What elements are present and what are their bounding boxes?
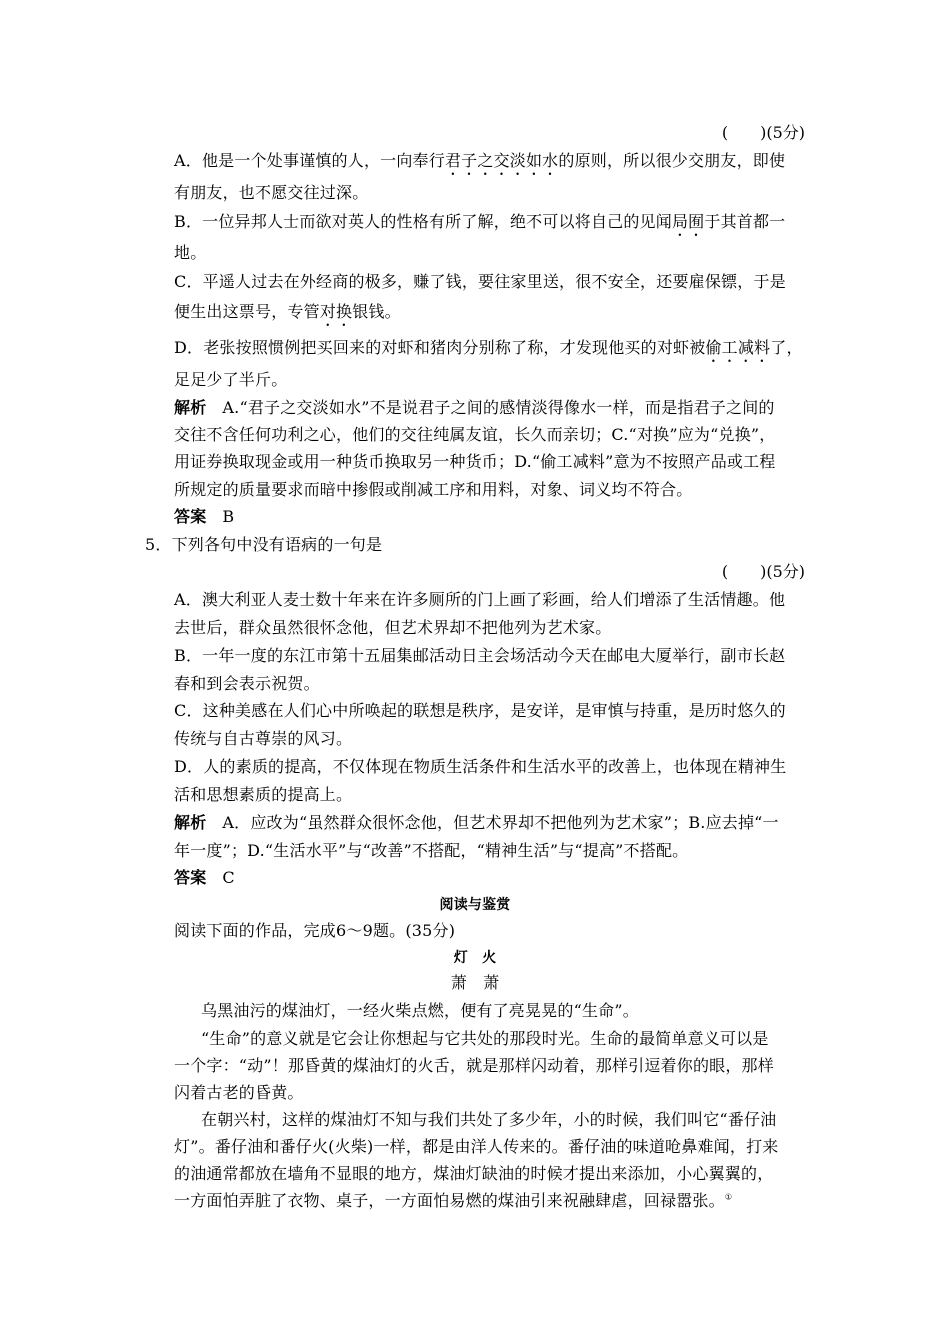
q4-analysis-line1: 解析 A.“君子之交淡如水”不是说君子之间的感情淡得像水一样，而是指君子之间的 [174, 398, 775, 417]
q4-option-c-line1: C．平遥人过去在外经商的极多，赚了钱，要往家里送，很不安全，还要雇保镖，于是 [174, 272, 786, 291]
section-title: 阅读与鉴赏 [439, 897, 511, 913]
paragraph-3-line1: 在朝兴村，这样的煤油灯不知与我们共处了多少年，小的时候，我们叫它“番仔油 [201, 1110, 777, 1129]
reading-instruction: 阅读下面的作品，完成6～9题。(35分) [174, 921, 456, 940]
paragraph-3-line4: 一方面怕弄脏了衣物、桌子，一方面怕易燃的煤油引来祝融肆虐，回禄嚣张。① [174, 1191, 733, 1210]
q4-option-b-line1: B．一位异邦人士而欲对英人的性格有所了解，绝不可以将自己的见闻局囿于其首都一 [174, 212, 786, 231]
q5-option-d-line2: 活和思想素质的提高上。 [174, 785, 353, 804]
q4-analysis-line2: 交往不含任何功利之心，他们的交往纯属友谊，长久而亲切；C.“对换”应为“兑换”， [174, 425, 776, 444]
q4-option-a-line2: 有朋友，也不愿交往过深。 [174, 183, 369, 202]
paragraph-2-line1: “生命”的意义就是它会让你想起与它共处的那段时光。生命的最简单意义可以是 [201, 1029, 769, 1048]
answer-label: 答案 [174, 868, 207, 887]
q5-option-a-line1: A．澳大利亚人麦士数十年来在许多厕所的门上画了彩画，给人们增添了生活情趣。他 [174, 590, 786, 609]
paragraph-1: 乌黑油污的煤油灯，一经火柴点燃，便有了亮晃晃的“生命”。 [201, 1001, 639, 1020]
q5-option-d-line1: D．人的素质的提高，不仅体现在物质生活条件和生活水平的改善上，也体现在精神生 [174, 757, 787, 776]
footnote-marker: ① [724, 1192, 733, 1202]
q4-option-b-line2: 地。 [174, 243, 207, 262]
emphasized-phrase: 偷工减料 [705, 338, 771, 357]
q4-option-d-line2: 足足少了半斤。 [174, 370, 288, 389]
q4-answer: 答案 B [174, 507, 235, 526]
q5-option-a-line2: 去世后，群众虽然很怀念他，但艺术界却不把他列为艺术家。 [174, 618, 612, 637]
q4-score: ( )(5分) [721, 123, 805, 142]
q4-option-c-line2: 便生出这票号，专管对换银钱。 [174, 302, 401, 321]
q5-option-c-line2: 传统与自古尊崇的风习。 [174, 729, 353, 748]
q5-option-c-line1: C．这种美感在人们心中所唤起的联想是秩序，是安详，是审慎与持重，是历时悠久的 [174, 701, 786, 720]
emphasized-phrase: 局囿 [671, 212, 705, 231]
paragraph-3-line2: 灯”。番仔油和番仔火(火柴)一样，都是由洋人传来的。番仔油的味道呛鼻难闻，打来 [174, 1137, 779, 1156]
q4-analysis-line4: 所规定的质量要求而暗中掺假或削减工序和用料，对象、词义均不符合。 [174, 480, 693, 499]
analysis-label: 解析 [174, 398, 207, 417]
paragraph-3-line3: 的油通常都放在墙角不显眼的地方，煤油灯缺油的时候才提出来添加，小心翼翼的， [174, 1164, 774, 1183]
article-title: 灯 火 [453, 950, 497, 966]
q5-score: ( )(5分) [721, 562, 805, 581]
emphasized-phrase: 君子之交淡如水 [444, 151, 559, 170]
q4-analysis-line3: 用证券换取现金或用一种货币换取另一种货币；D.“偷工减料”意为不按照产品或工程 [174, 452, 776, 471]
q4-option-d-line1: D．老张按照惯例把买回来的对虾和猪肉分别称了称，才发现他买的对虾被偷工减料了， [174, 338, 803, 357]
q5-answer: 答案 C [174, 868, 235, 887]
article-author: 萧 萧 [450, 973, 500, 992]
q5-option-b-line2: 春和到会表示祝贺。 [174, 674, 320, 693]
emphasized-phrase: 对换 [319, 302, 353, 321]
q4-option-a-line1: A．他是一个处事谨慎的人，一向奉行君子之交淡如水的原则，所以很少交朋友，即使 [174, 151, 786, 170]
paragraph-2-line2: 一个字：“动”！那昏黄的煤油灯的火舌，就是那样闪动着，那样引逗着你的眼，那样 [174, 1056, 774, 1075]
analysis-label: 解析 [174, 813, 207, 832]
q5-analysis-line1: 解析 A．应改为“虽然群众很怀念他，但艺术界却不把他列为艺术家”；B.应去掉“一 [174, 813, 779, 832]
q5-option-b-line1: B．一年一度的东江市第十五届集邮活动日主会场活动今天在邮电大厦举行，副市长赵 [174, 646, 786, 665]
paragraph-2-line3: 闪着古老的昏黄。 [174, 1083, 304, 1102]
q5-analysis-line2: 年一度”；D.“生活水平”与“改善”不搭配，“精神生活”与“提高”不搭配。 [174, 841, 689, 860]
q5-stem: 5．下列各句中没有语病的一句是 [145, 535, 383, 554]
answer-label: 答案 [174, 507, 207, 526]
